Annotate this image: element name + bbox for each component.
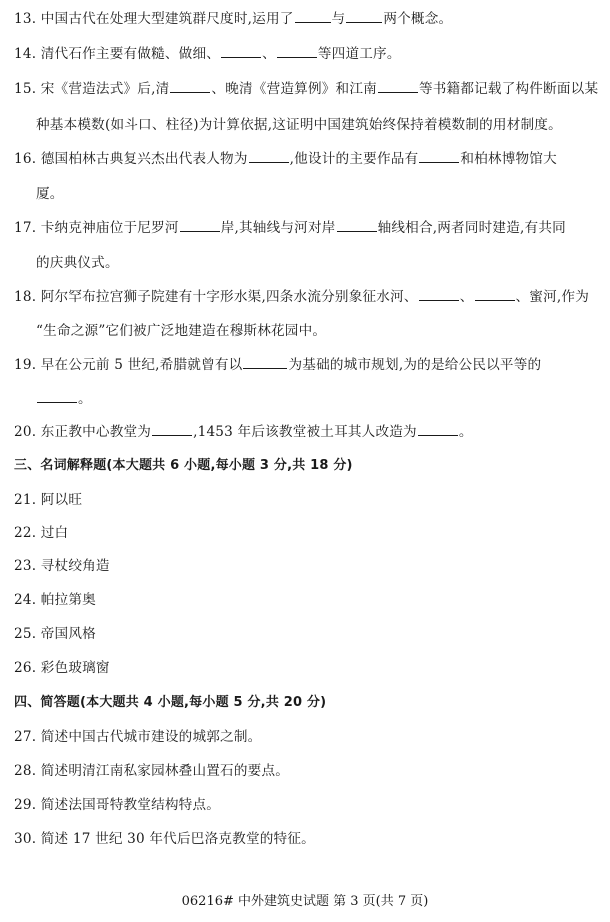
q14-text-b: 、: [262, 46, 276, 62]
q20-text-a: 20. 东正教中心教堂为: [14, 424, 152, 440]
answer-blank[interactable]: [346, 10, 382, 23]
q17-text-cont: 的庆典仪式。: [36, 255, 119, 271]
answer-blank[interactable]: [337, 219, 377, 232]
answer-blank[interactable]: [243, 356, 287, 369]
answer-blank[interactable]: [418, 423, 458, 436]
q17-text-a: 17. 卡纳克神庙位于尼罗河: [14, 220, 179, 236]
q13-text-b: 与: [331, 11, 346, 27]
answer-blank[interactable]: [378, 80, 418, 93]
term-item: 23. 寻杖绞角造: [14, 558, 110, 574]
answer-blank[interactable]: [221, 45, 261, 58]
answer-blank[interactable]: [170, 80, 210, 93]
question-16-continued: [36, 185, 598, 203]
q19-text-end: 。: [78, 391, 92, 407]
q19-text-a: 19. 早在公元前 5 世纪,希腊就曾有以: [14, 357, 243, 373]
question-20: [14, 423, 598, 441]
term-item: 24. 帕拉第奥: [14, 592, 96, 608]
q18-text-c: 、蜜河,作为: [515, 289, 589, 305]
answer-blank[interactable]: [37, 390, 77, 403]
question-16: [14, 150, 598, 168]
q19-text-b: 为基础的城市规划,为的是给公民以平等的: [288, 357, 542, 373]
q13-text-a: 13. 中国古代在处理大型建筑群尺度时,运用了: [14, 11, 294, 27]
answer-blank[interactable]: [277, 45, 317, 58]
q18-text-b: 、: [459, 289, 474, 305]
answer-blank[interactable]: [475, 288, 515, 301]
q14-text-a: 14. 清代石作主要有做糙、做细、: [14, 46, 221, 62]
question-14: [14, 45, 598, 63]
short-answer-item: 29. 简述法国哥特教堂结构特点。: [14, 797, 221, 813]
q16-text-cont: 厦。: [36, 186, 64, 202]
answer-blank[interactable]: [249, 150, 289, 163]
short-answer-item: 27. 简述中国古代城市建设的城郭之制。: [14, 729, 262, 745]
q16-text-a: 16. 德国柏林古典复兴杰出代表人物为: [14, 151, 248, 167]
q15-text-c: 等书籍都记载了构件断面以某: [418, 81, 599, 97]
term-item: 21. 阿以旺: [14, 492, 83, 508]
answer-blank[interactable]: [180, 219, 220, 232]
answer-blank[interactable]: [419, 288, 459, 301]
q15-text-cont: 种基本模数(如斗口、柱径)为计算依据,这证明中国建筑始终保持着模数制的用材制度。: [36, 117, 562, 133]
answer-blank[interactable]: [152, 423, 192, 436]
q16-text-b: ,他设计的主要作品有: [289, 151, 419, 167]
section-3-title: 三、名词解释题(本大题共 6 小题,每小题 3 分,共 18 分): [14, 458, 353, 473]
question-18-continued: [36, 322, 598, 340]
answer-blank[interactable]: [419, 150, 459, 163]
short-answer-item: 28. 简述明清江南私家园林叠山置石的要点。: [14, 763, 290, 779]
question-15-continued: [36, 116, 598, 134]
q20-text-c: 。: [458, 424, 473, 440]
q18-text-a: 18. 阿尔罕布拉宫狮子院建有十字形水渠,四条水流分别象征水河、: [14, 289, 418, 305]
page-footer: 06216# 中外建筑史试题 第 3 页(共 7 页): [181, 894, 429, 909]
q16-text-c: 和柏林博物馆大: [460, 151, 557, 167]
term-item: 25. 帝国风格: [14, 626, 96, 642]
q14-text-c: 等四道工序。: [317, 46, 401, 62]
question-18: [14, 288, 598, 306]
question-19: [14, 356, 598, 374]
section-4-title: 四、简答题(本大题共 4 小题,每小题 5 分,共 20 分): [14, 695, 327, 710]
q17-text-c: 轴线相合,两者同时建造,有共同: [377, 220, 566, 236]
short-answer-item: 30. 简述 17 世纪 30 年代后巴洛克教堂的特征。: [14, 831, 315, 847]
q20-text-b: ,1453 年后该教堂被土耳其人改造为: [193, 424, 417, 440]
answer-blank[interactable]: [295, 10, 331, 23]
term-item: 26. 彩色玻璃窗: [14, 660, 110, 676]
question-15: [14, 80, 598, 98]
q18-text-cont: “生命之源”它们被广泛地建造在穆斯林花园中。: [36, 323, 327, 339]
q15-text-a: 15. 宋《营造法式》后,清: [14, 81, 170, 97]
question-19-continued: [36, 390, 598, 408]
q17-text-b: 岸,其轴线与河对岸: [220, 220, 336, 236]
question-17: [14, 219, 598, 237]
q13-text-c: 两个概念。: [383, 11, 453, 27]
q15-text-b: 、晚清《营造算例》和江南: [211, 81, 377, 97]
term-item: 22. 过白: [14, 525, 69, 541]
question-13: [14, 10, 598, 28]
question-17-continued: [36, 254, 598, 272]
